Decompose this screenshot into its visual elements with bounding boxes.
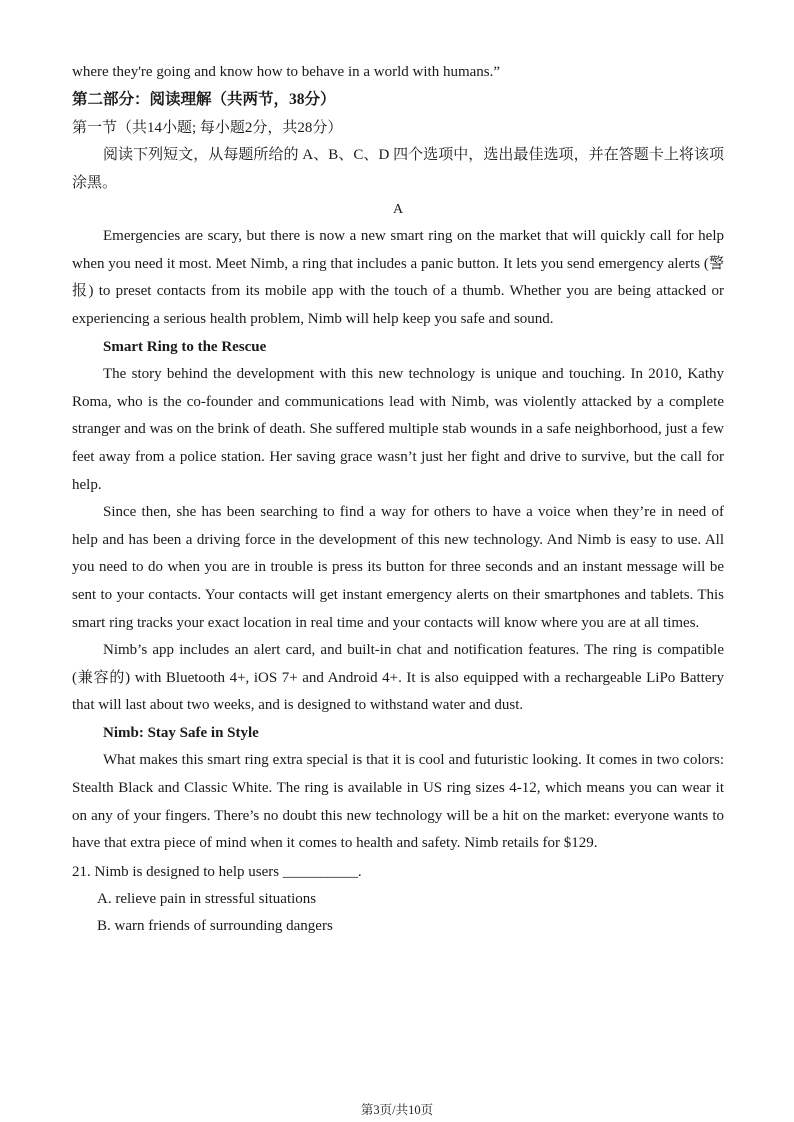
passage-label: A (392, 202, 404, 218)
question-stem: 21. Nimb is designed to help users __________. (72, 863, 362, 880)
paragraph-1: Emergencies are scary, but there is now a new smart ring on the market that will quickly call for help when you need it most. Meet Nimb, a ring that includes a panic button. It lets you send emergency alerts (警报) to preset contacts from its mobile app with the touch of a thumb. Whether you are being attacked or experiencing a serious health problem, Nimb will help keep you safe and sound. (72, 228, 724, 327)
paragraph-3: Since then, she has been searching to find a way for others to have a voice when they’re in need of help and has been a driving force in the development of this new technology. And Nimb is easy to use. All you need to do when you are in trouble is press its button for three seconds and an instant message will be sent to your contacts. Your contacts will get instant emergency alerts on their smartphones and tablets. This smart ring tracks your exact location in real time and your contacts will know where you are at all times. (72, 504, 724, 631)
page-content (72, 58, 724, 941)
instruction-text: 阅读下列短文，从每题所给的 A、B、C、D 四个选项中，选出最佳选项，并在答题卡上将该项涂黑。 (72, 147, 724, 191)
subheading-rescue: Smart Ring to the Rescue (103, 338, 267, 355)
page-number: 第3页/共10页 (360, 1103, 434, 1117)
paragraph-2: The story behind the development with this new technology is unique and touching. In 2010, Kathy Roma, who is the co-founder and communications lead with Nimb, was violently attacked by a complete stranger and was on the brink of death. She suffered multiple stab wounds in a safe neighborhood, just a few feet away from a police station. Her saving grace wasn’t just her fight and drive to survive, but the call for help. (72, 366, 724, 493)
question-option-a: A. relieve pain in stressful situations (97, 890, 317, 907)
part-heading: 第二部分：阅读理解（共两节，38分） (72, 91, 336, 108)
paragraph-5: What makes this smart ring extra special is that it is cool and futuristic looking. It comes in two colors: Stealth Black and Classic White. The ring is available in US ring sizes 4-12, which means you can wear it on any of your fingers. There’s no doubt this new technology will be a hit on the market: everyone wants to have that extra piece of mind when it comes to health and safety. Nimb retails for $129. (72, 752, 724, 852)
carryover-line: where they're going and know how to behave in a world with humans.” (72, 64, 501, 80)
section-heading: 第一节（共14小题; 每小题2分，共28分） (72, 120, 343, 136)
question-option-b: B. warn friends of surrounding dangers (97, 918, 333, 935)
paragraph-4: Nimb’s app includes an alert card, and built-in chat and notification features. The ring is compatible (兼容的) with Bluetooth 4+, iOS 7+ and Android 4+. It is also equipped with a rechargeable LiPo Battery that will last about two weeks, and is designed to withstand water and dust. (72, 642, 724, 714)
subheading-style: Nimb: Stay Safe in Style (103, 724, 259, 741)
